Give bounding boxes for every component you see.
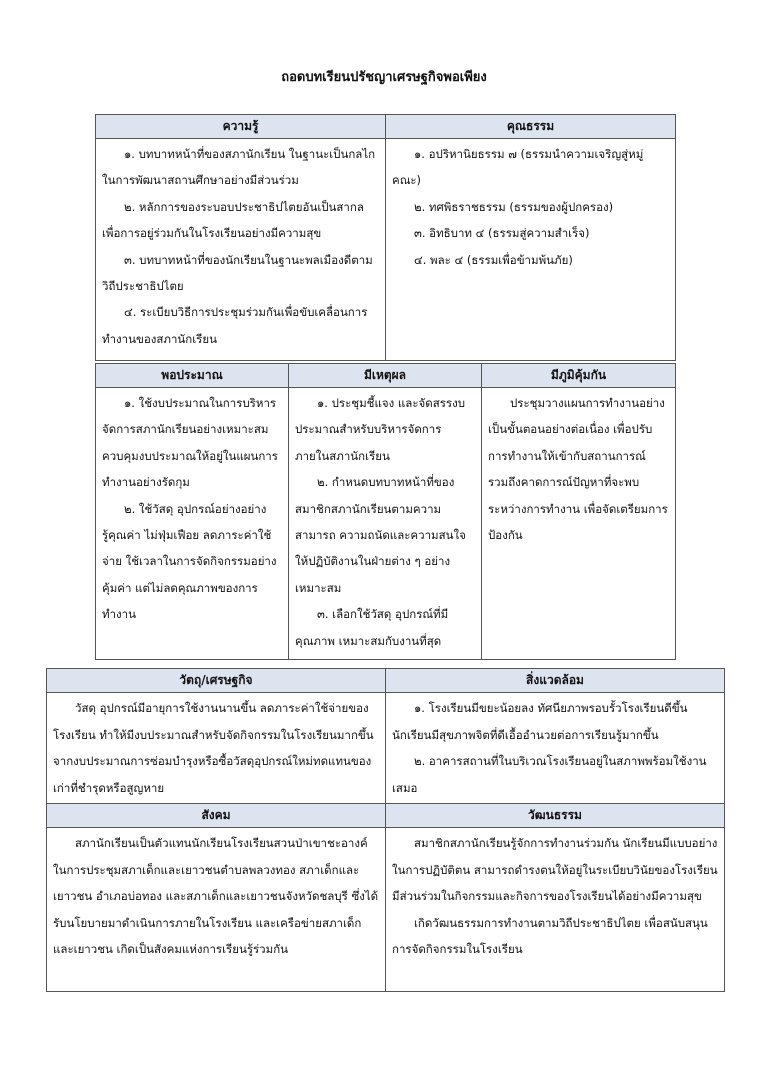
material-economy-item: วัสดุ อุปกรณ์มีอายุการใช้งานนานขึ้น ลดภาระค่าใช้จ่ายของโรงเรียน ทำให้มีงบประมาณสำหรับจัดกิจกรรมในโรงเรียนมากขึ้น จากงบประมาณการซ่อมบำรุงหรือซื้อวัสดุอุปกรณ์ใหม่ทดแทนของเก่าที่ชำรุดหรือสูญหาย <box>53 701 374 795</box>
culture-cell <box>386 828 725 992</box>
knowledge-header: ความรู้ <box>96 115 386 139</box>
society-cell <box>47 828 386 992</box>
knowledge-item: ๑. บทบาทหน้าที่ของสภานักเรียน ในฐานะเป็นกลไกในการพัฒนาสถานศึกษาอย่างมีส่วนร่วม <box>102 147 376 188</box>
environment-item: ๑. โรงเรียนมีขยะน้อยลง ทัศนียภาพรอบรั้วโรงเรียนดีขึ้น นักเรียนมีสุขภาพจิตที่ดีเอื้ออำนวยต่อการเรียนรู้มากขึ้น <box>392 701 688 742</box>
moderation-item: ๒. ใช้วัสดุ อุปกรณ์อย่างอย่างรู้คุณค่า ไม่ฟุ่มเฟือย ลดภาระค่าใช้จ่าย ใช้เวลาในการจัดกิจกรรมอย่างคุ้มค่า แต่ไม่ลดคุณภาพของการทำงาน <box>102 501 277 622</box>
morality-cell <box>386 139 676 361</box>
moderation-cell <box>96 388 289 660</box>
environment-header: สิ่งแวดล้อม <box>386 669 725 693</box>
reasonableness-item: ๑. ประชุมชี้แจง และจัดสรรงบประมาณสำหรับบริหารจัดการภายในสภานักเรียน <box>295 396 466 463</box>
reasonableness-item: ๓. เลือกใช้วัสดุ อุปกรณ์ที่มีคุณภาพ เหมาะสมกับงานที่สุด <box>295 607 449 648</box>
knowledge-item: ๔. ระเบียบวิธีการประชุมร่วมกันเพื่อขับเคลื่อนการทำงานของสภานักเรียน <box>102 305 368 346</box>
environment-cell <box>386 693 725 804</box>
material-economy-cell <box>47 693 386 804</box>
immunity-item: ประชุมวางแผนการทำงานอย่างเป็นขั้นตอนอย่างต่อเนื่อง เพื่อปรับการทำงานให้เข้ากับสถานการณ์ รวมถึงคาดการณ์ปัญหาที่จะพบระหว่างการทำงาน เพื่อจัดเตรียมการป้องกัน <box>488 396 668 543</box>
knowledge-item: ๒. หลักการของระบอบประชาธิปไตยอันเป็นสากล เพื่อการอยู่ร่วมกันในโรงเรียนอย่างมีความสุข <box>102 199 364 241</box>
morality-header: คุณธรรม <box>386 115 676 139</box>
morality-item: ๒. ทศพิธราชธรรม (ธรรมของผู้ปกครอง) <box>414 199 614 214</box>
immunity-cell <box>482 388 676 660</box>
morality-item: ๑. อปริหานิยธรรม ๗ (ธรรมนำความเจริญสู่หมู่คณะ) <box>392 147 644 188</box>
knowledge-morality-table <box>95 114 676 361</box>
moderation-item: ๑. ใช้งบประมาณในการบริหารจัดการสภานักเรียนอย่างเหมาะสม ควบคุมงบประมาณให้อยู่ในแผนการทำงานอย่างรัดกุม <box>102 396 278 490</box>
culture-item: สมาชิกสภานักเรียนรู้จักการทำงานร่วมกัน นักเรียนมีแบบอย่างในการปฏิบัติตน สามารถดำรงตนให้อยู่ในระเบียบวินัยของโรงเรียน มีส่วนร่วมในกิจกรรมและกิจการของโรงเรียนได้อย่างมีความสุข <box>392 836 718 903</box>
document-title: ถอดบทเรียนปรัชญาเศรษฐกิจพอเพียง <box>281 70 487 85</box>
immunity-header: มีภูมิคุ้มกัน <box>482 364 676 388</box>
three-principles-table <box>95 363 676 660</box>
culture-item: เกิดวัฒนธรรมการทำงานตามวิถีประชาธิปไตย เพื่อสนับสนุนการจัดกิจกรรมในโรงเรียน <box>392 915 708 956</box>
moderation-header: พอประมาณ <box>96 364 289 388</box>
reasonableness-cell <box>289 388 482 660</box>
four-dimensions-table <box>46 668 725 992</box>
morality-item: ๓. อิทธิบาท ๔ (ธรรมสู่ความสำเร็จ) <box>414 226 590 241</box>
morality-item: ๔. พละ ๔ (ธรรมเพื่อข้ามพ้นภัย) <box>414 252 573 267</box>
society-header: สังคม <box>47 804 386 828</box>
environment-item: ๒. อาคารสถานที่ในบริเวณโรงเรียนอยู่ในสภาพพร้อมใช้งานเสมอ <box>392 754 707 795</box>
knowledge-cell <box>96 139 386 361</box>
culture-header: วัฒนธรรม <box>386 804 725 828</box>
reasonableness-item: ๒. กำหนดบทบาทหน้าที่ของสมาชิกสภานักเรียนตามความสามารถ ความถนัดและความสนใจให้ปฏิบัติงานในฝ่ายต่าง ๆ อย่างเหมาะสม <box>295 475 466 595</box>
society-item: สภานักเรียนเป็นตัวแทนนักเรียนโรงเรียนสวนป่าเขาชะอางค์ในการประชุมสภาเด็กและเยาวชนตำบลพลวงทอง สภาเด็กและเยาวชน อำเภอบ่อทอง และสภาเด็กและเยาวชนจังหวัดชลบุรี ซึ่งได้รับนโยบายมาดำเนินการภายในโรงเรียน และเครือข่ายสภาเด็กและเยาวชน เกิดเป็นสังคมแห่งการเรียนรู้ร่วมกัน <box>53 836 379 956</box>
reasonableness-header: มีเหตุผล <box>289 364 482 388</box>
knowledge-item: ๓. บทบาทหน้าที่ของนักเรียนในฐานะพลเมืองดีตามวิถีประชาธิปไตย <box>102 252 373 294</box>
material-economy-header: วัตถุ/เศรษฐกิจ <box>47 669 386 693</box>
